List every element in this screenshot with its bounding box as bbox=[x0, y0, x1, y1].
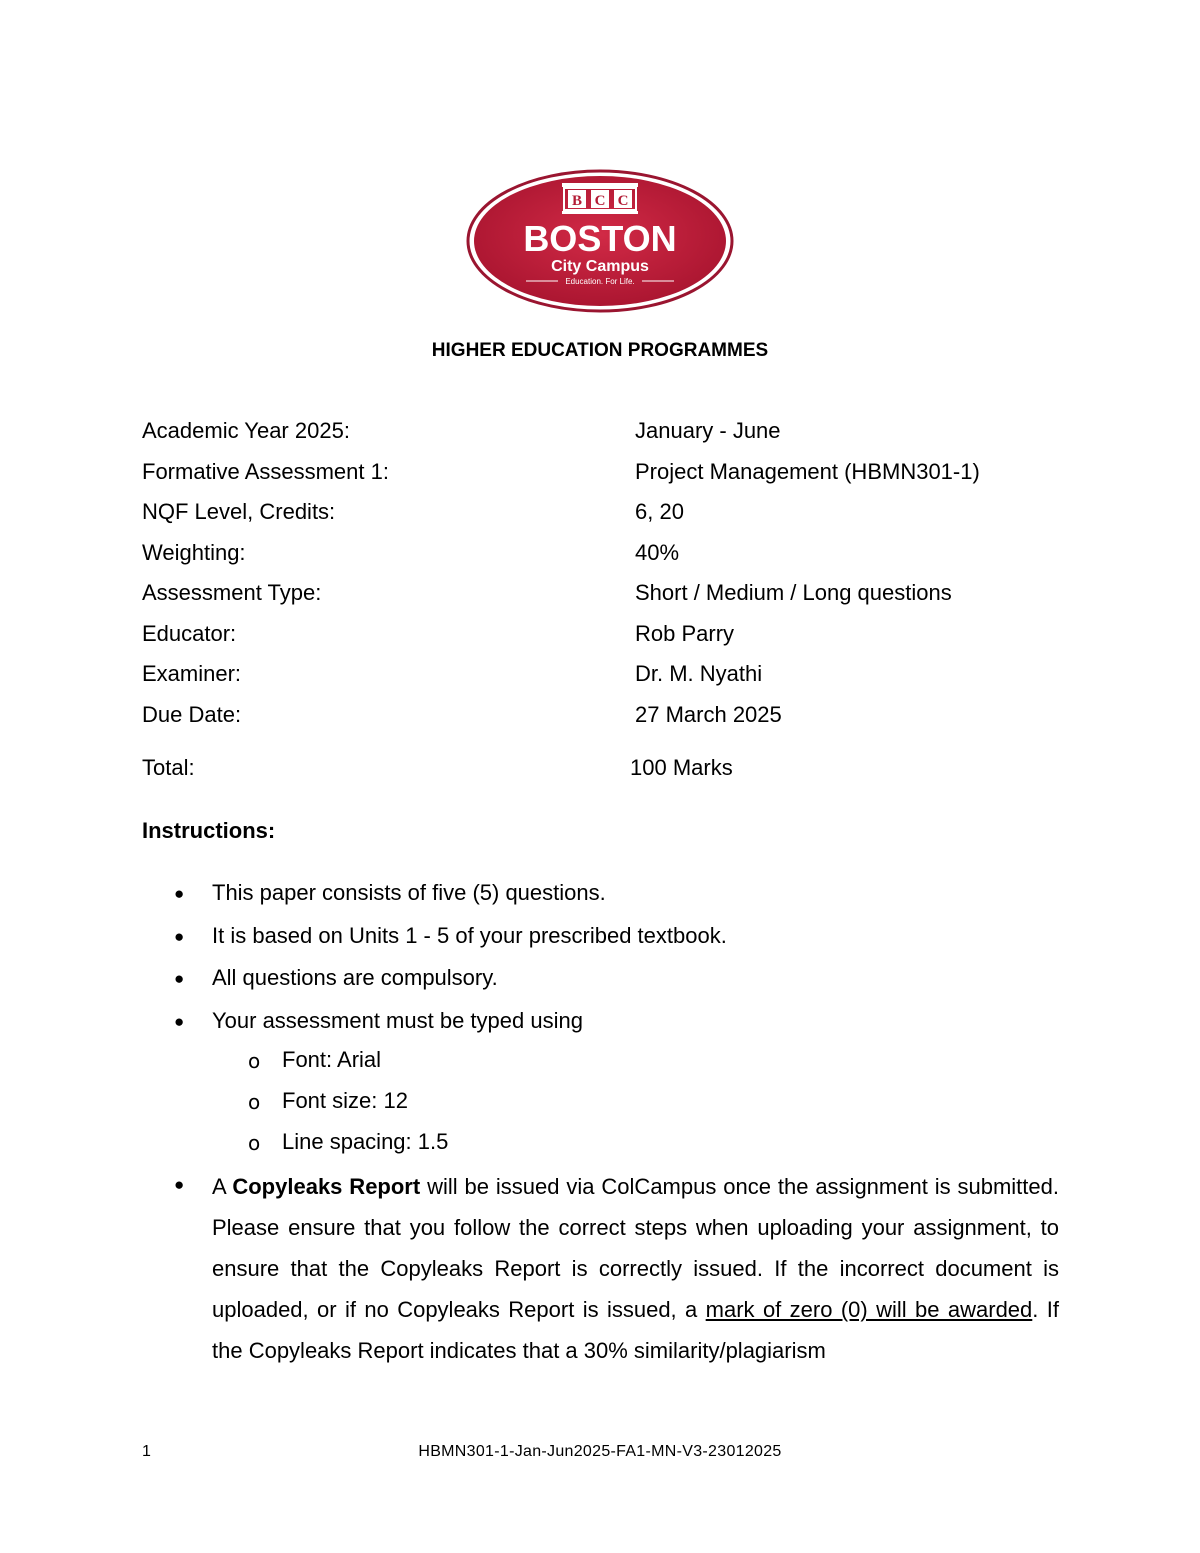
bullet-icon: ● bbox=[174, 927, 185, 946]
para-text: A bbox=[212, 1174, 233, 1199]
sub-list-item: Font: Arial bbox=[282, 1047, 382, 1072]
zero-mark-warning: mark of zero (0) will be awarded bbox=[705, 1297, 1033, 1322]
logo-badge-c1: C bbox=[594, 193, 606, 209]
info-row bbox=[0, 459, 1200, 489]
boston-city-campus-logo bbox=[466, 169, 734, 313]
info-row bbox=[0, 621, 1200, 651]
info-row bbox=[0, 580, 1200, 610]
list-item: All questions are compulsory. bbox=[212, 965, 498, 990]
logo-badge-b: B bbox=[571, 193, 583, 209]
info-label: Formative Assessment 1: bbox=[142, 459, 389, 484]
sub-list-item: Font size: 12 bbox=[282, 1088, 408, 1113]
info-label: Academic Year 2025: bbox=[142, 418, 350, 443]
info-label: NQF Level, Credits: bbox=[142, 499, 336, 524]
sub-bullet-icon: o bbox=[248, 1090, 261, 1114]
instructions-title: Instructions: bbox=[142, 818, 276, 843]
bullet-icon: ● bbox=[174, 1012, 185, 1031]
para-text: . If the Copyleaks Report indicates that a 30% similarity/plagiarism bbox=[212, 1297, 1059, 1363]
info-value: Dr. M. Nyathi bbox=[635, 661, 763, 686]
list-item: This paper consists of five (5) questions. bbox=[212, 880, 606, 905]
info-label: Total: bbox=[142, 755, 195, 780]
copyleaks-report-bold: Copyleaks Report bbox=[232, 1174, 421, 1199]
sub-list-item: Line spacing: 1.5 bbox=[282, 1129, 449, 1154]
page-number: 1 bbox=[142, 1443, 151, 1460]
info-label: Due Date: bbox=[142, 702, 242, 727]
para-text: will be issued via ColCampus once the assignment is submitted. Please ensure that you follow the correct steps when uploading your assignment, to ensure that the Copyleaks Report is correctly issued. If the incorrect document is uploaded, or if no Copyleaks Report is issued, a bbox=[212, 1174, 1059, 1322]
sub-bullet-icon: o bbox=[248, 1049, 261, 1073]
logo-badge-c2: C bbox=[617, 193, 629, 209]
bullet-icon: ● bbox=[174, 969, 185, 988]
info-row-total bbox=[0, 755, 1200, 785]
info-label: Examiner: bbox=[142, 661, 242, 686]
info-row bbox=[0, 418, 1200, 448]
info-value: 27 March 2025 bbox=[635, 702, 782, 727]
info-label: Educator: bbox=[142, 621, 237, 646]
info-value: January - June bbox=[635, 418, 781, 443]
info-value: Project Management (HBMN301-1) bbox=[635, 459, 980, 484]
info-value: 40% bbox=[635, 540, 680, 565]
info-row bbox=[0, 702, 1200, 732]
info-value: Rob Parry bbox=[635, 621, 735, 646]
info-value: Short / Medium / Long questions bbox=[635, 580, 952, 605]
info-value: 6, 20 bbox=[635, 499, 684, 524]
list-item: Your assessment must be typed using bbox=[212, 1008, 583, 1033]
info-label: Weighting: bbox=[142, 540, 246, 565]
list-item: It is based on Units 1 - 5 of your prescribed textbook. bbox=[212, 923, 727, 948]
info-row bbox=[0, 661, 1200, 691]
info-label: Assessment Type: bbox=[142, 580, 322, 605]
bcc-building-icon bbox=[562, 183, 638, 214]
copyleaks-paragraph bbox=[212, 1166, 1059, 1371]
info-row bbox=[0, 499, 1200, 529]
info-value: 100 Marks bbox=[630, 755, 733, 780]
page-heading: HIGHER EDUCATION PROGRAMMES bbox=[431, 340, 769, 361]
logo-name: BOSTON bbox=[523, 218, 677, 259]
logo-tagline: Education. For Life. bbox=[565, 277, 635, 286]
bullet-icon: ● bbox=[174, 884, 185, 903]
logo-sub: City Campus bbox=[551, 258, 649, 275]
document-code: HBMN301-1-Jan-Jun2025-FA1-MN-V3-23012025 bbox=[418, 1443, 782, 1460]
bullet-icon: ● bbox=[174, 1175, 185, 1194]
info-row bbox=[0, 540, 1200, 570]
sub-bullet-icon: o bbox=[248, 1131, 261, 1155]
